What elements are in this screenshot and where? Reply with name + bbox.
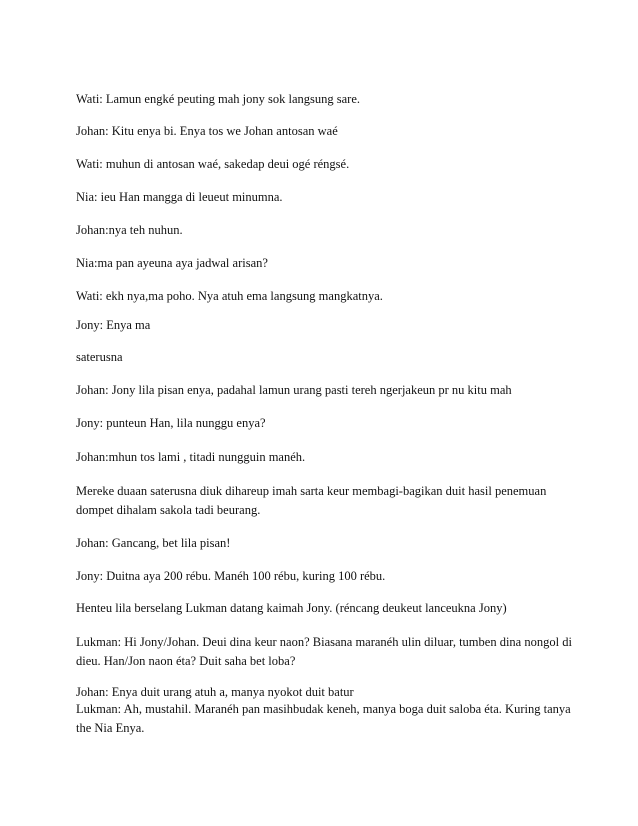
dialogue-line: Jony: punteun Han, lila nunggu enya? (76, 416, 266, 430)
narration-paragraph: Mereke duaan saterusna diuk dihareup imah sarta keur membagi-bagikan duit hasil penemuan dompet dihalam sakola tadi beurang. (76, 484, 547, 517)
dialogue-line: Johan:nya teh nuhun. (76, 223, 183, 237)
dialogue-paragraph: Lukman: Ah, mustahil. Maranéh pan masihbudak keneh, manya boga duit saloba éta. Kuring tanya the Nia Enya. (76, 702, 571, 735)
dialogue-line: Jony: Enya ma (76, 318, 151, 332)
dialogue-line: Nia:ma pan ayeuna aya jadwal arisan? (76, 256, 268, 270)
dialogue-line: Nia: ieu Han mangga di leueut minumna. (76, 190, 283, 204)
dialogue-line: Jony: Duitna aya 200 rébu. Manéh 100 rébu, kuring 100 rébu. (76, 569, 386, 583)
dialogue-line: Johan: Jony lila pisan enya, padahal lamun urang pasti tereh ngerjakeun pr nu kitu mah (76, 383, 512, 397)
dialogue-line: Johan:mhun tos lami , titadi nungguin manéh. (76, 450, 306, 464)
dialogue-line: Wati: Lamun engké peuting mah jony sok langsung sare. (76, 92, 361, 106)
dialogue-line: Wati: muhun di antosan waé, sakedap deui ogé réngsé. (76, 157, 350, 171)
narration-line: saterusna (76, 350, 123, 364)
dialogue-line: Johan: Enya duit urang atuh a, manya nyokot duit batur (76, 685, 354, 699)
narration-line: Henteu lila berselang Lukman datang kaimah Jony. (réncang deukeut lanceukna Jony) (76, 601, 507, 615)
dialogue-line: Johan: Gancang, bet lila pisan! (76, 536, 231, 550)
dialogue-line: Johan: Kitu enya bi. Enya tos we Johan antosan waé (76, 124, 338, 138)
dialogue-line: Wati: ekh nya,ma poho. Nya atuh ema langsung mangkatnya. (76, 289, 383, 303)
dialogue-paragraph: Lukman: Hi Jony/Johan. Deui dina keur naon? Biasana maranéh ulin diluar, tumben dina nongol di dieu. Han/Jon naon éta? Duit saha bet loba? (76, 635, 572, 668)
